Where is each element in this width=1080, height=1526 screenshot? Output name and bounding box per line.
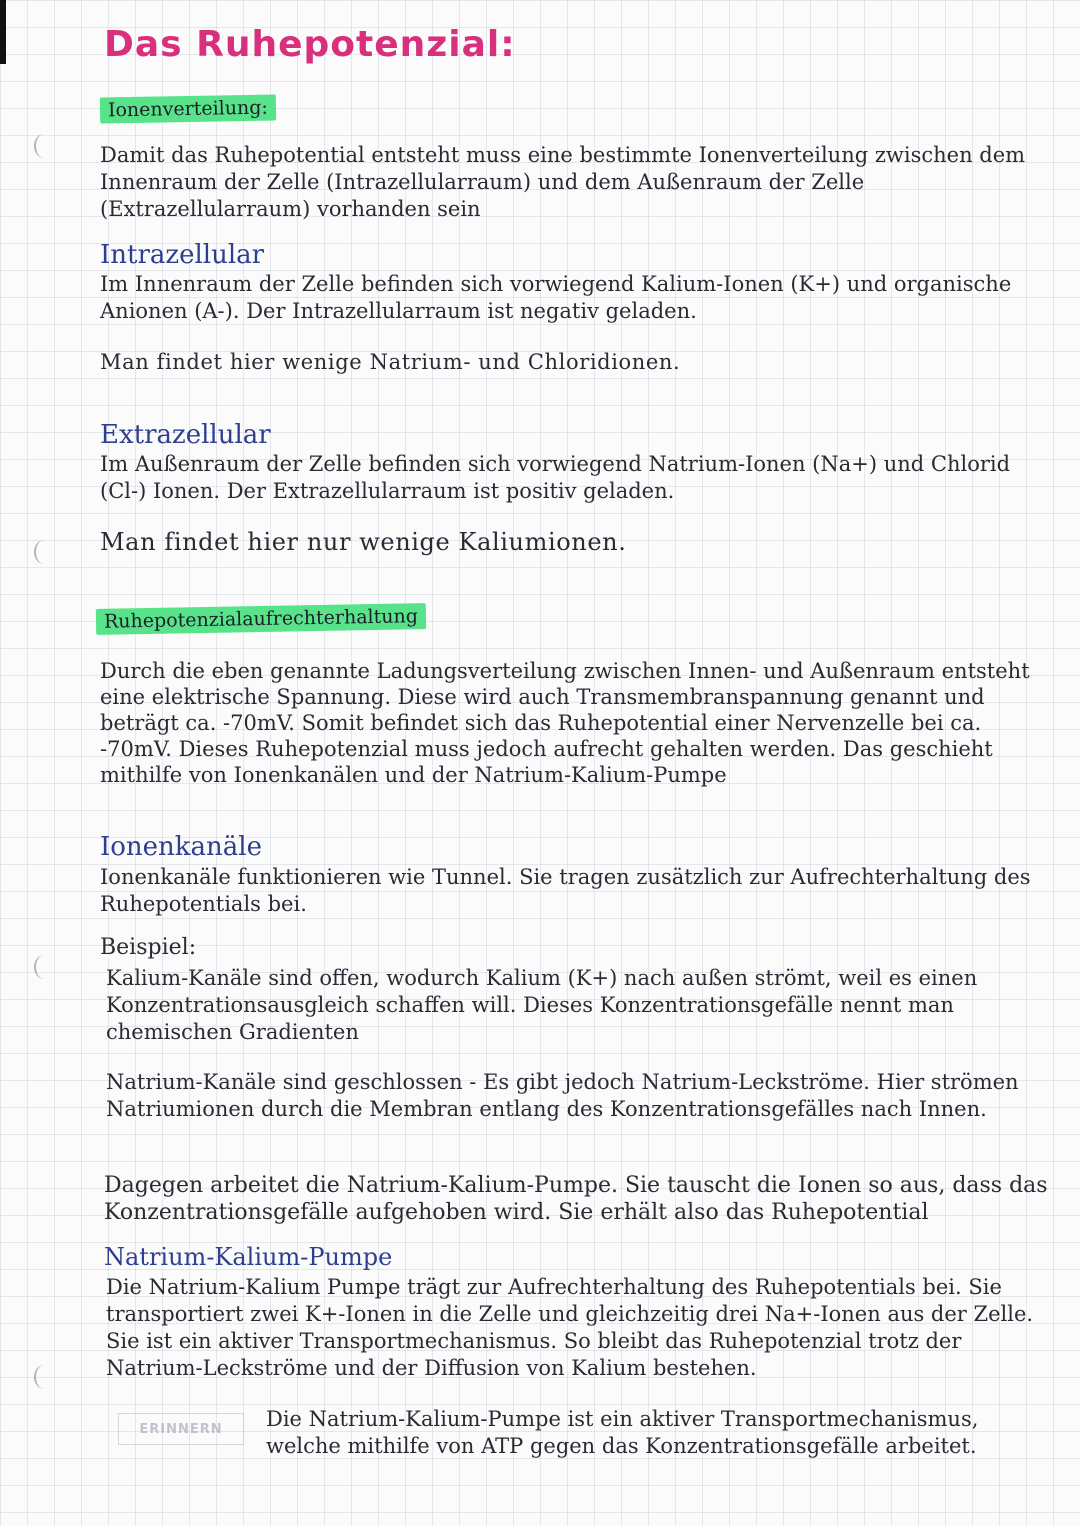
text-natrium-kalium-pumpe: Die Natrium-Kalium Pumpe trägt zur Aufrechterhaltung des Ruhepotentials bei. Sie transportiert zwei K+-Ionen in die Zelle und gleichzeitig drei Na+-Ionen aus der Zelle. Sie ist ein aktiver Transportmechanismus. So bleibt das Ruhepotenzial trotz der Natrium-Leckströme und der Diffusion von Kalium bestehen.: [106, 1275, 1034, 1380]
label-beispiel: Beispiel:: [100, 935, 197, 960]
text-kalium-kanaele: Kalium-Kanäle sind offen, wodurch Kalium (K+) nach außen strömt, weil es einen Konzentrationsausgleich schaffen will. Dieses Konzentrationsgefälle nennt man chemischen Gradienten: [106, 966, 978, 1044]
heading-aufrechterhaltung: Ruhepotenzialaufrechterhaltung: [96, 603, 426, 635]
subheading-intrazellular: Intrazellular: [100, 240, 265, 270]
text-aufrechterhaltung: Durch die eben genannte Ladungsverteilung zwischen Innen- und Außenraum entsteht eine elektrische Spannung. Diese wird auch Transmembranspannung genannt und beträgt ca. -70mV. Somit befindet sich das Ruhepotential einer Nervenzelle bei ca. -70mV. Dieses Ruhepotenzial muss jedoch aufrecht gehalten werden. Das geschieht mithilfe von Ionenkanälen und der Natrium-Kalium-Pumpe: [100, 659, 1030, 787]
text-extrazellular-2: Man findet hier nur wenige Kaliumionen.: [100, 528, 627, 556]
subheading-natrium-kalium-pumpe: Natrium-Kalium-Pumpe: [104, 1243, 393, 1271]
text-pumpe-merksatz: Die Natrium-Kalium-Pumpe ist ein aktiver Transportmechanismus, welche mithilfe von ATP gegen das Konzentrationsgefälle arbeitet.: [266, 1407, 979, 1458]
heading-ionenverteilung: Ionenverteilung:: [100, 94, 276, 123]
text-ionenverteilung: Damit das Ruhepotential entsteht muss eine bestimmte Ionenverteilung zwischen dem Innenraum der Zelle (Intrazellularraum) und dem Außenraum der Zelle (Extrazellularraum) vorhanden sein: [100, 143, 1026, 221]
text-ionenkanaele: Ionenkanäle funktionieren wie Tunnel. Sie tragen zusätzlich zur Aufrechterhaltung des Ruhepotentials bei.: [100, 865, 1031, 916]
text-extrazellular-1: Im Außenraum der Zelle befinden sich vorwiegend Natrium-Ionen (Na+) und Chlorid (Cl-) Ionen. Der Extrazellularraum ist positiv geladen.: [100, 452, 1011, 503]
erinnern-stamp: ERINNERN: [118, 1413, 244, 1445]
subheading-extrazellular: Extrazellular: [100, 420, 271, 450]
text-intrazellular-1: Im Innenraum der Zelle befinden sich vorwiegend Kalium-Ionen (K+) und organische Anionen (A-). Der Intrazellularraum ist negativ geladen.: [100, 272, 1012, 323]
subheading-ionenkanaele: Ionenkanäle: [100, 832, 263, 862]
text-dagegen: Dagegen arbeitet die Natrium-Kalium-Pumpe. Sie tauscht die Ionen so aus, dass das Konzentrationsgefälle aufgehoben wird. Sie erhält also das Ruhepotential: [104, 1173, 1048, 1225]
page-title: Das Ruhepotenzial:: [104, 24, 516, 65]
text-intrazellular-2: Man findet hier wenige Natrium- und Chloridionen.: [100, 350, 681, 374]
text-natrium-kanaele: Natrium-Kanäle sind geschlossen - Es gibt jedoch Natrium-Leckströme. Hier strömen Natriumionen durch die Membran entlang des Konzentrationsgefälles nach Innen.: [106, 1070, 1019, 1121]
